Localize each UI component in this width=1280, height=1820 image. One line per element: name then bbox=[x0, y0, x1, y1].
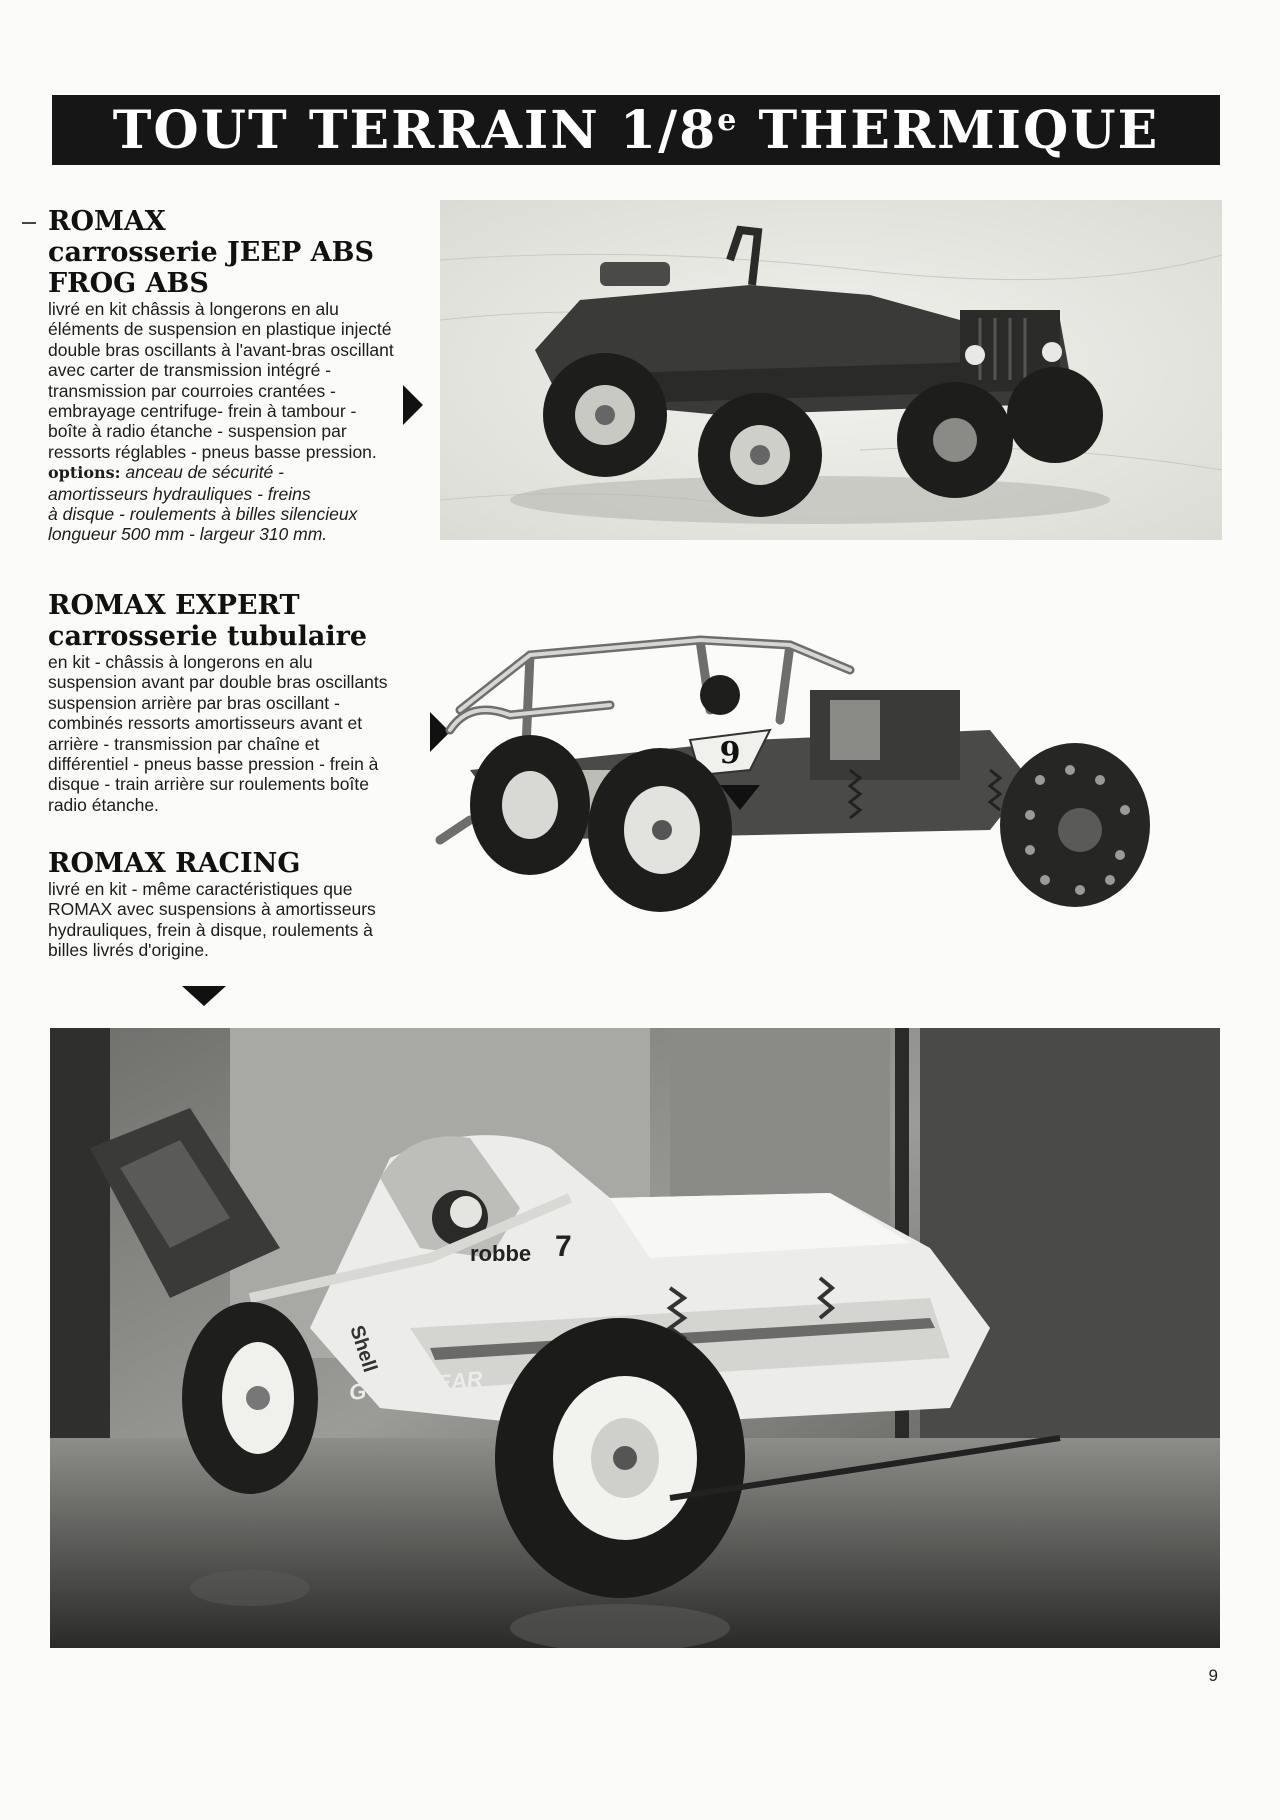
section-romax-subtitle-2: FROG ABS bbox=[48, 268, 209, 299]
options-line: longueur 500 mm - largeur 310 mm. bbox=[48, 524, 328, 545]
romax-jeep-photo bbox=[440, 200, 1222, 540]
section-racing-description bbox=[48, 879, 428, 961]
description-line: suspension avant par double bras oscillants bbox=[48, 672, 388, 693]
description-line: en kit - châssis à longerons en alu bbox=[48, 652, 313, 672]
description-line: suspension arrière par bras oscillant - bbox=[48, 692, 340, 713]
section-racing-title: ROMAX RACING bbox=[48, 848, 301, 879]
description-line: embrayage centrifuge- frein à tambour - bbox=[48, 401, 357, 422]
margin-mark bbox=[22, 222, 36, 224]
arrow-right-icon bbox=[403, 385, 423, 425]
description-line: éléments de suspension en plastique injecté bbox=[48, 319, 392, 340]
section-romax-expert bbox=[48, 590, 428, 815]
description-line: combinés ressorts amortisseurs avant et bbox=[48, 713, 363, 734]
description-line: double bras oscillants à l'avant-bras oscillant bbox=[48, 339, 394, 360]
description-line: ROMAX avec suspensions à amortisseurs bbox=[48, 899, 376, 920]
section-expert-title: ROMAX EXPERT bbox=[48, 590, 300, 621]
arrow-down-icon bbox=[182, 986, 226, 1006]
section-romax-description bbox=[48, 299, 418, 545]
options-line: amortisseurs hydrauliques - freins bbox=[48, 483, 311, 504]
expert-car-number: 9 bbox=[719, 736, 741, 771]
description-line: avec carter de transmission intégré - bbox=[48, 360, 332, 381]
title-banner bbox=[52, 95, 1220, 165]
racing-car-number: 7 bbox=[555, 1230, 572, 1263]
section-expert-subtitle: carrosserie tubulaire bbox=[48, 621, 368, 652]
options-line: à disque - roulements à billes silencieux bbox=[48, 504, 358, 525]
section-romax bbox=[48, 206, 418, 545]
page-title: TOUT TERRAIN 1/8e THERMIQUE bbox=[112, 99, 1160, 161]
description-line: ressorts réglables - pneus basse pression. bbox=[48, 441, 377, 462]
romax-racing-photo bbox=[50, 1028, 1220, 1648]
description-line: arrière - transmission par chaîne et bbox=[48, 733, 320, 754]
section-romax-subtitle-1: carrosserie JEEP ABS bbox=[48, 237, 374, 268]
options-text: anceau de sécurité - bbox=[120, 462, 284, 483]
romax-expert-photo bbox=[430, 630, 1230, 930]
description-line: livré en kit châssis à longerons en alu bbox=[48, 299, 339, 319]
description-line: hydrauliques, frein à disque, roulements à bbox=[48, 919, 373, 940]
description-line: transmission par courroies crantées - bbox=[48, 380, 336, 401]
description-line: livré en kit - même caractéristiques que bbox=[48, 879, 353, 899]
options-label: options: bbox=[48, 463, 121, 483]
description-line: radio étanche. bbox=[48, 794, 159, 815]
page-number: 9 bbox=[1208, 1666, 1218, 1685]
options-line bbox=[48, 462, 418, 483]
goodyear-decal: GOOD YEAR bbox=[347, 1366, 484, 1405]
shell-decal: Shell bbox=[345, 1322, 381, 1376]
description-line: billes livrés d'origine. bbox=[48, 940, 209, 961]
description-line: disque - train arrière sur roulements boîte bbox=[48, 774, 369, 795]
robbe-decal: robbe bbox=[470, 1241, 532, 1266]
description-line: boîte à radio étanche - suspension par bbox=[48, 421, 347, 442]
section-expert-description bbox=[48, 652, 428, 815]
description-line: différentiel - pneus basse pression - frein à bbox=[48, 754, 379, 775]
section-romax-racing bbox=[48, 848, 428, 961]
section-romax-title: ROMAX bbox=[48, 206, 166, 237]
